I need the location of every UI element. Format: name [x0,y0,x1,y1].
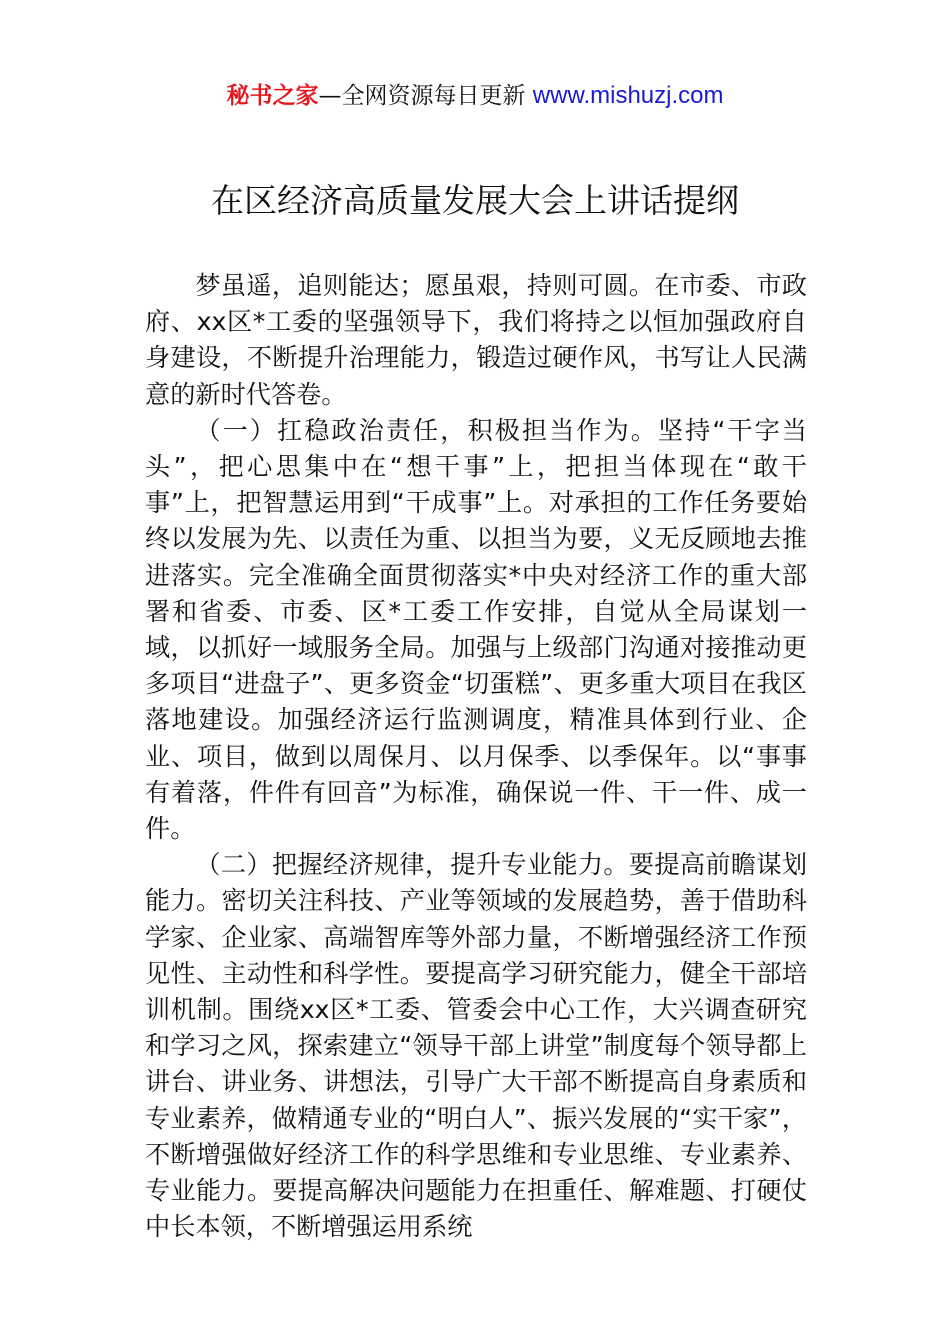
brand-name: 秘书之家 [226,83,319,109]
document-title: 在区经济高质量发展大会上讲话提纲 [211,181,739,220]
paragraph-intro: 梦虽遥，追则能达；愿虽艰，持则可圆。在市委、市政府、xx区*工委的坚强领导下，我们将持之以恒加强政府自身建设，不断提升治理能力，锻造过硬作风，书写让人民满意的新时代答卷。 [145,271,807,409]
header-tagline: —全网资源每日更新 [318,83,533,109]
paragraph-section-2: （二）把握经济规律，提升专业能力。要提高前瞻谋划能力。密切关注科技、产业等领域的发展趋势，善于借助科学家、企业家、高端智库等外部力量，不断增强经济工作预见性、主动性和科学性。要提高学习研究能力，健全干部培训机制。围绕xx区*工委、管委会中心工作，大兴调查研究和学习之风，探索建立“领导干部上讲堂”制度每个领导都上讲台、讲业务、讲想法，引导广大干部不断提高自身素质和专业素养，做精通专业的“明白人”、振兴发展的“实干家”，不断增强做好经济工作的科学思维和专业思维、专业素养、专业能力。要提高解决问题能力在担重任、解难题、打硬仗中长本领，不断增强运用系统 [145,850,807,1242]
paragraph-section-1: （一）扛稳政治责任，积极担当作为。坚持“干字当头”，把心思集中在“想干事”上，把担当体现在“敢干事”上，把智慧运用到“干成事”上。对承担的工作任务要始终以发展为先、以责任为重、以担当为要，义无反顾地去推进落实。完全准确全面贯彻落实*中央对经济工作的重大部署和省委、市委、区*工委工作安排，自觉从全局谋划一域，以抓好一域服务全局。加强与上级部门沟通对接推动更多项目“进盘子”、更多资金“切蛋糕”、更多重大项目在我区落地建设。加强经济运行监测调度，精准具体到行业、企业、项目，做到以周保月、以月保季、以季保年。以“事事有着落，件件有回音”为标准，确保说一件、干一件、成一件。 [145,415,807,844]
document-body [145,268,807,1245]
site-header [0,80,950,112]
site-url-link[interactable]: www.mishuzj.com [532,82,724,109]
